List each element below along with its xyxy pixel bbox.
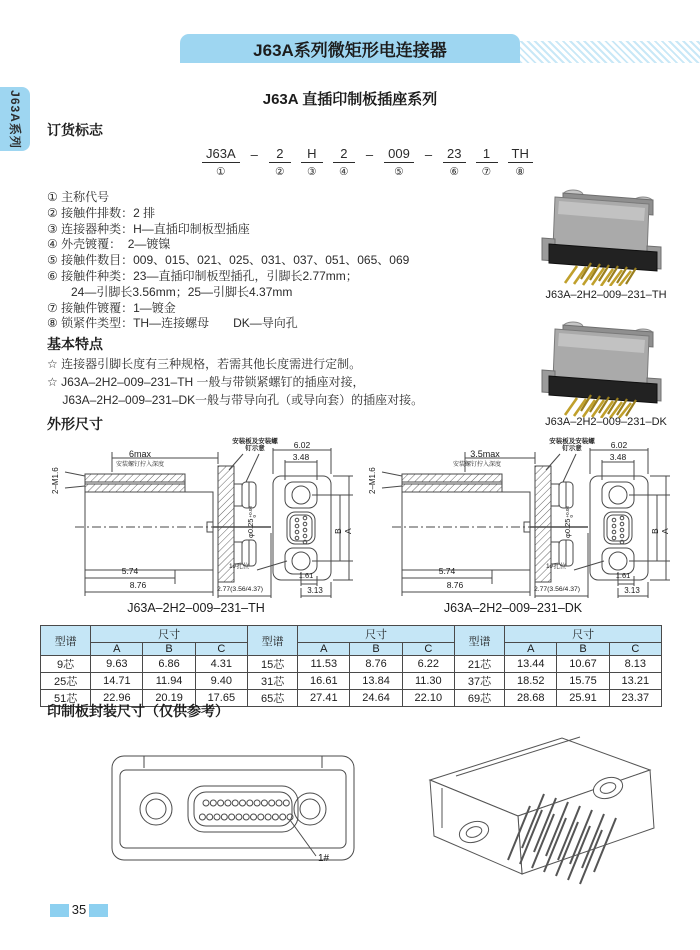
cell: 8.13 bbox=[609, 656, 661, 673]
col-header-b: B bbox=[557, 643, 609, 656]
cell: 6.86 bbox=[143, 656, 195, 673]
dim-label-pin-length: 2.77(3.56/4.37) bbox=[216, 586, 264, 593]
cell: 8.76 bbox=[350, 656, 402, 673]
dim-label-thread: 2–M1.6 bbox=[368, 467, 377, 494]
cell: 9.40 bbox=[195, 673, 247, 690]
col-header-size: 尺寸 bbox=[298, 626, 455, 643]
dim-label-max-length: 3.5max bbox=[470, 449, 500, 459]
dim-label-off1: 1.61 bbox=[298, 571, 314, 580]
table-row bbox=[41, 673, 662, 690]
col-header-c: C bbox=[195, 643, 247, 656]
pcb-footprint-iso-view bbox=[412, 728, 697, 908]
cell: 24.64 bbox=[350, 690, 402, 707]
ordering-code bbox=[197, 146, 538, 178]
code-index: ⑤ bbox=[394, 166, 404, 178]
dim-label-off1: 1.61 bbox=[615, 571, 631, 580]
code-text: 1 bbox=[476, 146, 498, 163]
cell: 15芯 bbox=[247, 656, 297, 673]
table-row bbox=[41, 656, 662, 673]
legend-item: ⑥ 接触件种类：23—直插印制板型插孔，引脚长2.77mm； bbox=[47, 268, 358, 283]
code-segment bbox=[333, 146, 355, 178]
pcb-heading: 印制板封装尺寸（仅供参考） bbox=[47, 703, 229, 719]
code-segment bbox=[443, 146, 465, 178]
col-header-model: 型谱 bbox=[247, 626, 297, 656]
dim-label-top-width: 6.02 bbox=[293, 440, 311, 450]
dim-label-pin-length: 2.77(3.56/4.37) bbox=[533, 586, 581, 593]
dim-label-inner-width: 3.48 bbox=[609, 452, 627, 462]
cell: 9芯 bbox=[41, 656, 91, 673]
dim-label-thread: 2–M1.6 bbox=[51, 467, 60, 494]
code-segment bbox=[508, 146, 533, 178]
code-index: ③ bbox=[307, 166, 317, 178]
feature-line: J63A–2H2–009–231–DK一般与带导向孔（或导向套）的插座对接。 bbox=[47, 392, 424, 407]
col-header-a: A bbox=[298, 643, 350, 656]
dim-label-mount-note: 安装板及安装螺钉示意 bbox=[549, 438, 595, 453]
code-index: ④ bbox=[339, 166, 349, 178]
col-header-b: B bbox=[350, 643, 402, 656]
code-segment bbox=[384, 146, 414, 178]
cell: 37芯 bbox=[454, 673, 504, 690]
pcb-footprint-front-view bbox=[108, 752, 358, 877]
dim-label-len1: 5.74 bbox=[438, 566, 456, 576]
cell: 69芯 bbox=[454, 690, 504, 707]
connector-photo-th-image bbox=[515, 183, 700, 286]
dim-label-b: B bbox=[333, 528, 343, 534]
legend-item: ④ 外壳镀覆： 2—镀镍 bbox=[47, 237, 171, 252]
dim-label-len1: 5.74 bbox=[121, 566, 139, 576]
cell: 6.22 bbox=[402, 656, 454, 673]
code-dash: – bbox=[424, 147, 433, 162]
photo-caption-dk: J63A–2H2–009–231–DK bbox=[545, 416, 667, 428]
code-segment bbox=[476, 146, 498, 178]
cell: 18.52 bbox=[505, 673, 557, 690]
ordering-heading: 订货标志 bbox=[47, 122, 103, 138]
cell: 22.96 bbox=[91, 690, 143, 707]
dim-label-off2: 3.13 bbox=[624, 586, 640, 595]
drawing-caption-th: J63A–2H2–009–231–TH bbox=[127, 601, 265, 615]
code-index: ② bbox=[275, 166, 285, 178]
page-header-bar bbox=[180, 34, 520, 63]
drawing-caption-dk: J63A–2H2–009–231–DK bbox=[443, 601, 583, 615]
cell: 13.21 bbox=[609, 673, 661, 690]
dim-label-off2: 3.13 bbox=[307, 586, 323, 595]
dim-label-screw-depth: 安装螺钉拧入深度 bbox=[452, 462, 501, 468]
outline-drawing-dk bbox=[352, 438, 674, 618]
code-segment bbox=[301, 146, 323, 178]
dim-label-inner-width: 3.48 bbox=[292, 452, 310, 462]
outline-heading: 外形尺寸 bbox=[47, 416, 103, 432]
cell: 10.67 bbox=[557, 656, 609, 673]
code-text: 23 bbox=[443, 146, 465, 163]
code-text: 2 bbox=[269, 146, 291, 163]
dim-label-mount-note: 安装板及安装螺钉示意 bbox=[232, 438, 278, 453]
code-index: ⑦ bbox=[481, 166, 492, 178]
cell: 51芯 bbox=[41, 690, 91, 707]
dim-label-a: A bbox=[660, 528, 670, 534]
header-hatch-decoration bbox=[520, 41, 700, 63]
pin-dia-value: φ0.25 bbox=[246, 518, 255, 538]
code-text: H bbox=[301, 146, 323, 163]
dim-label-len2: 8.76 bbox=[129, 580, 147, 590]
code-text: 009 bbox=[384, 146, 414, 163]
cell: 11.94 bbox=[143, 673, 195, 690]
dim-label-hole-note: 1#孔位 bbox=[229, 563, 250, 570]
col-header-a: A bbox=[505, 643, 557, 656]
code-dash: – bbox=[365, 147, 374, 162]
pin-dia-tolerance: +0.08 0 bbox=[564, 506, 574, 518]
photo-caption-th: J63A–2H2–009–231–TH bbox=[545, 289, 667, 301]
col-header-c: C bbox=[402, 643, 454, 656]
cell: 13.84 bbox=[350, 673, 402, 690]
code-segment bbox=[269, 146, 291, 178]
page-title: J63A 直插印制板插座系列 bbox=[262, 91, 438, 108]
pin-dia-value: φ0.25 bbox=[563, 518, 572, 538]
connector-photo-th bbox=[515, 183, 700, 286]
code-index: ① bbox=[216, 166, 226, 178]
dimension-table bbox=[40, 625, 662, 707]
pin-dia-tolerance: +0.08 0 bbox=[247, 506, 257, 518]
legend-item: ⑤ 接触件数目：009、015、021、025、031、037、051、065、069 bbox=[47, 253, 410, 268]
cell: 23.37 bbox=[609, 690, 661, 707]
dim-label-pin-diameter bbox=[564, 506, 575, 538]
cell: 11.30 bbox=[402, 673, 454, 690]
legend-item: ② 接触件排数：2 排 bbox=[47, 205, 156, 220]
code-segment bbox=[202, 146, 240, 178]
footer-decoration-left bbox=[50, 904, 69, 917]
page-number: 35 bbox=[71, 902, 87, 917]
dim-label-hole-note: 1#孔位 bbox=[546, 563, 567, 570]
ordering-legend bbox=[47, 190, 409, 332]
legend-item: ③ 连接器种类：H—直插印制板型插座 bbox=[47, 221, 250, 236]
cell: 15.75 bbox=[557, 673, 609, 690]
feature-line: ☆ J63A–2H2–009–231–TH 一般与带锁紧螺钉的插座对接， bbox=[47, 374, 365, 389]
code-dash: – bbox=[250, 147, 258, 162]
pcb-footprint-iso-lineart bbox=[412, 728, 697, 908]
cell: 16.61 bbox=[298, 673, 350, 690]
dim-label-a: A bbox=[343, 528, 353, 534]
col-header-c: C bbox=[609, 643, 661, 656]
dim-label-top-width: 6.02 bbox=[610, 440, 628, 450]
cell: 20.19 bbox=[143, 690, 195, 707]
pcb-pin1-label: 1# bbox=[318, 853, 330, 864]
col-header-a: A bbox=[91, 643, 143, 656]
cell: 17.65 bbox=[195, 690, 247, 707]
cell: 14.71 bbox=[91, 673, 143, 690]
code-text: TH bbox=[508, 146, 533, 163]
col-header-size: 尺寸 bbox=[91, 626, 248, 643]
code-text: J63A bbox=[202, 146, 240, 163]
dim-label-screw-depth: 安装螺钉拧入深度 bbox=[115, 462, 164, 468]
cell: 4.31 bbox=[195, 656, 247, 673]
dim-label-len2: 8.76 bbox=[446, 580, 464, 590]
cell: 9.63 bbox=[91, 656, 143, 673]
legend-item: ⑧ 锁紧件类型：TH—连接螺母 DK—导向孔 bbox=[47, 316, 298, 331]
footer-decoration-right bbox=[89, 904, 108, 917]
dim-label-max-length: 6max bbox=[128, 449, 151, 459]
col-header-model: 型谱 bbox=[454, 626, 504, 656]
col-header-size: 尺寸 bbox=[505, 626, 662, 643]
code-index: ⑧ bbox=[515, 166, 525, 178]
code-index: ⑥ bbox=[449, 166, 459, 178]
cell: 65芯 bbox=[247, 690, 297, 707]
col-header-b: B bbox=[143, 643, 195, 656]
header-title: J63A系列微矩形电连接器 bbox=[253, 41, 447, 60]
legend-item: ① 主称代号 bbox=[47, 190, 110, 204]
outline-drawing-th bbox=[35, 438, 357, 618]
connector-photo-dk bbox=[515, 315, 700, 418]
cell: 11.53 bbox=[298, 656, 350, 673]
cell: 31芯 bbox=[247, 673, 297, 690]
connector-photo-dk-image bbox=[515, 315, 700, 418]
cell: 13.44 bbox=[505, 656, 557, 673]
feature-line: ☆ 连接器引脚长度有三种规格，若需其他长度需进行定制。 bbox=[47, 357, 362, 371]
dim-label-b: B bbox=[650, 528, 660, 534]
col-header-model: 型谱 bbox=[41, 626, 91, 656]
legend-item: ⑦ 接触件镀覆：1—镀金 bbox=[47, 300, 176, 315]
cell: 28.68 bbox=[505, 690, 557, 707]
cell: 27.41 bbox=[298, 690, 350, 707]
sidebar-series-label: J63A系列 bbox=[7, 89, 22, 149]
features-list bbox=[47, 356, 423, 409]
code-text: 2 bbox=[333, 146, 355, 163]
cell: 25.91 bbox=[557, 690, 609, 707]
legend-item: 24—引脚长3.56mm；25—引脚长4.37mm bbox=[47, 284, 293, 299]
features-heading: 基本特点 bbox=[47, 336, 103, 352]
cell: 25芯 bbox=[41, 673, 91, 690]
cell: 22.10 bbox=[402, 690, 454, 707]
dim-label-pin-diameter bbox=[247, 506, 258, 538]
cell: 21芯 bbox=[454, 656, 504, 673]
